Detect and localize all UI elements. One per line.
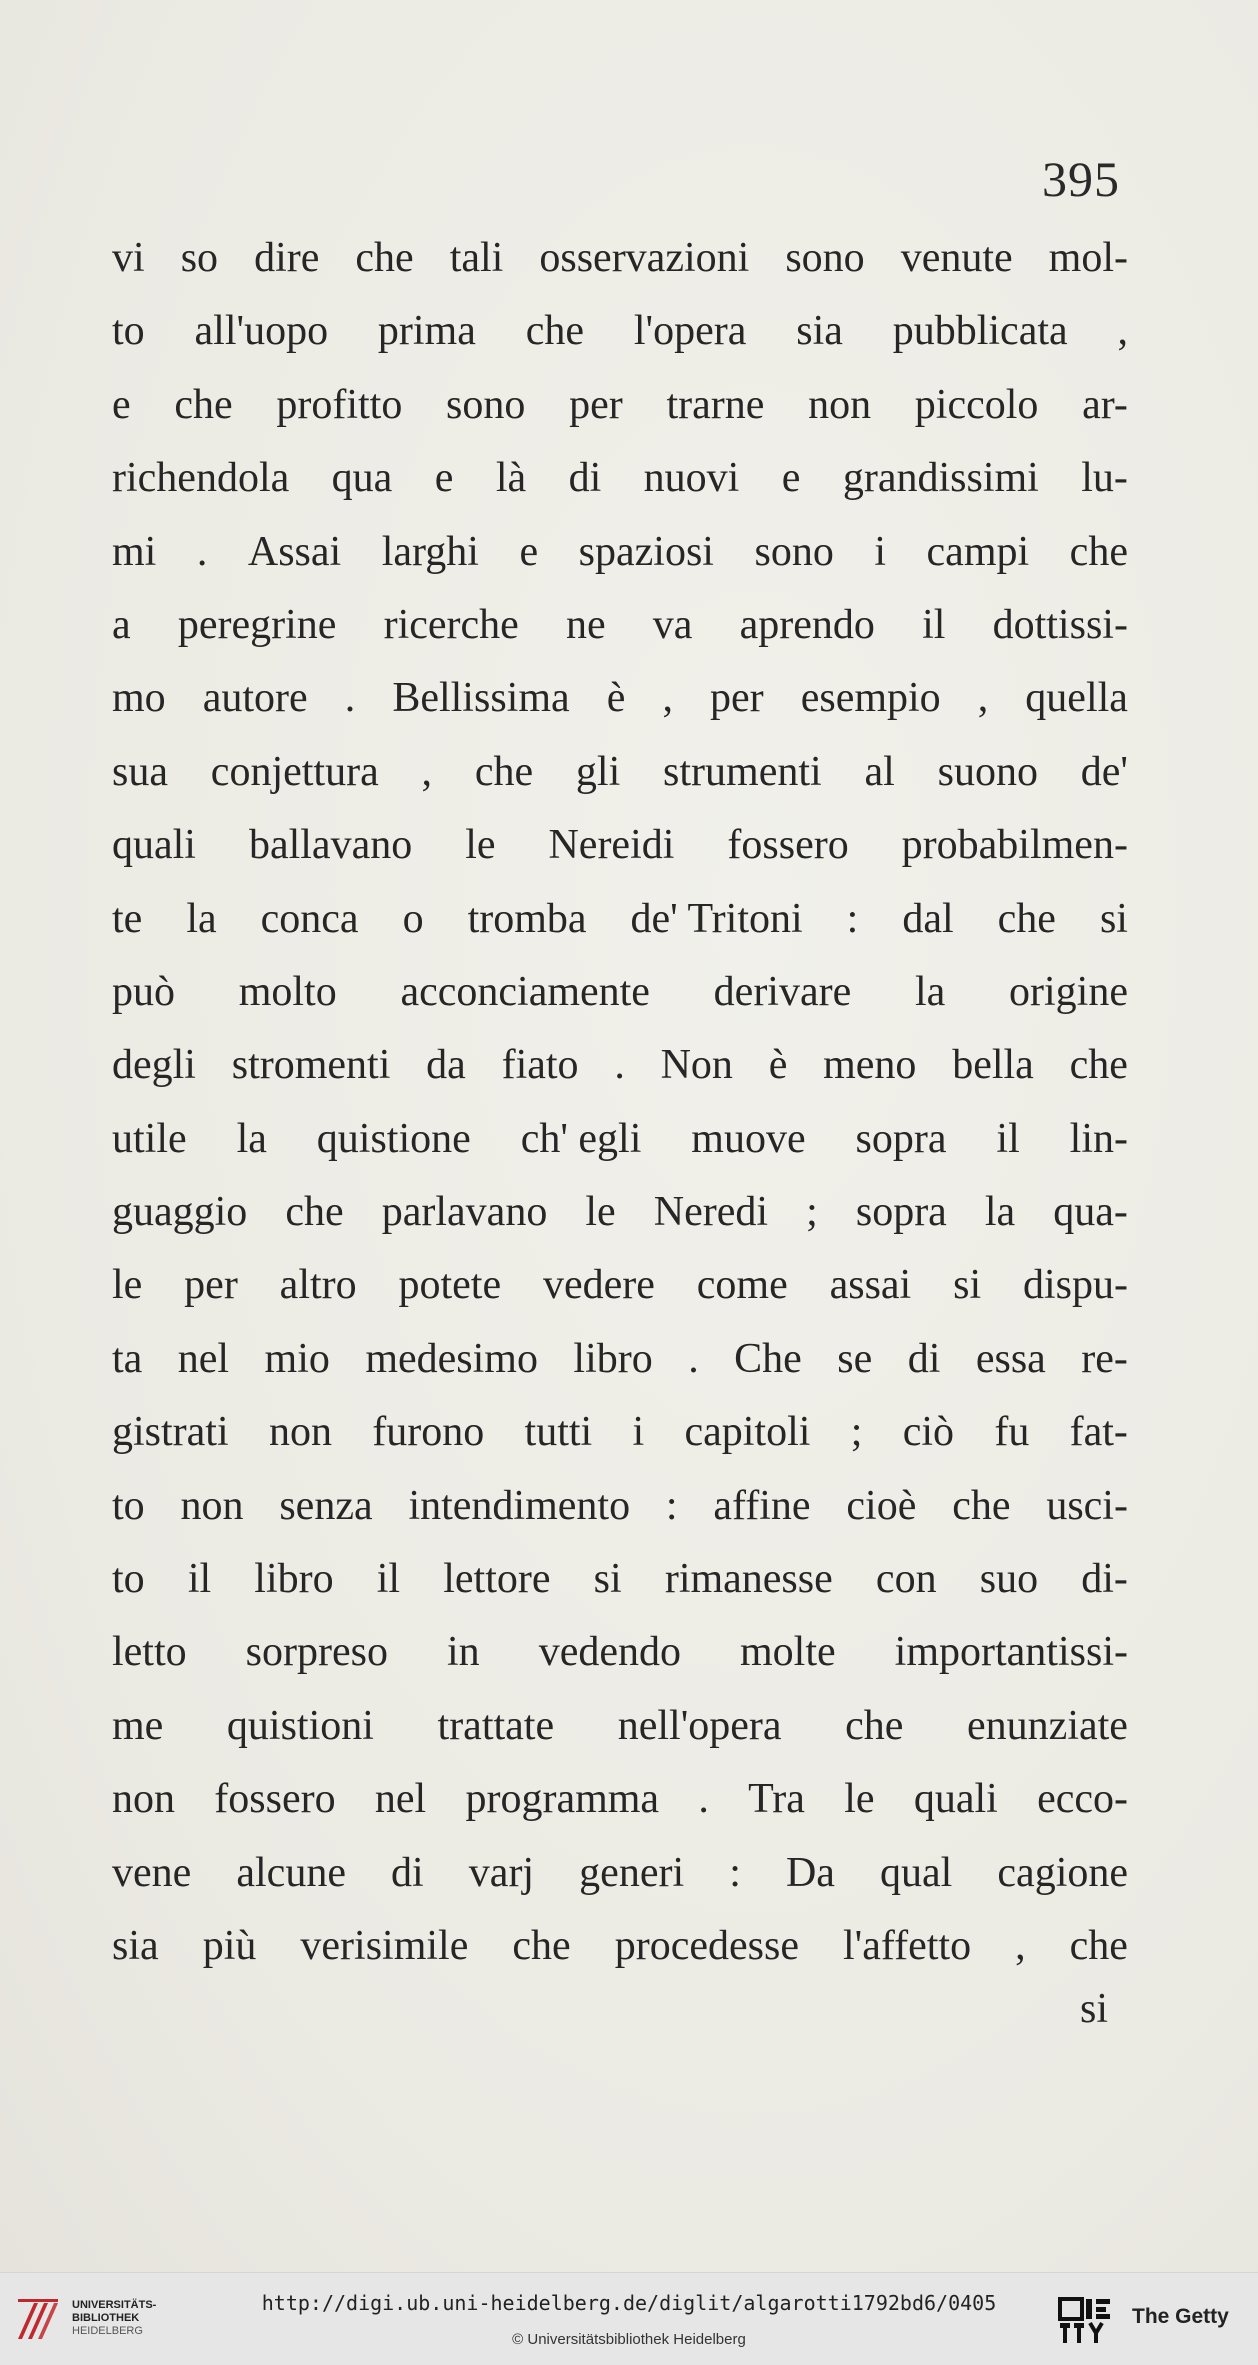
word: l'opera — [633, 308, 747, 355]
getty-label: The Getty — [1132, 2305, 1229, 2328]
body-text — [112, 222, 1128, 1983]
text-line — [112, 1837, 1128, 1910]
word: si — [953, 1262, 982, 1309]
word: larghi — [381, 528, 479, 575]
word: per — [710, 675, 764, 722]
word: de' — [1080, 748, 1128, 795]
word: qua- — [1053, 1189, 1128, 1236]
word: senza — [279, 1482, 373, 1529]
word: vedere — [542, 1262, 655, 1309]
word: furono — [372, 1409, 485, 1456]
word: ar- — [1082, 381, 1128, 428]
word: aprendo — [739, 601, 875, 648]
word: e — [112, 381, 131, 428]
word: quali — [913, 1776, 998, 1823]
page-number: 395 — [1042, 151, 1120, 207]
word: alcune — [236, 1849, 346, 1896]
word: , — [421, 748, 433, 795]
text-line — [112, 736, 1128, 809]
word: nell'opera — [617, 1702, 782, 1749]
catchword: si — [1079, 1986, 1108, 2032]
word: che — [1069, 528, 1128, 575]
word: le — [465, 822, 496, 869]
word: le — [112, 1262, 143, 1309]
word: di — [391, 1849, 424, 1896]
word: letto — [112, 1629, 187, 1676]
word: molte — [740, 1629, 836, 1676]
word: ciò — [902, 1409, 955, 1456]
word: cioè — [846, 1482, 917, 1529]
word: acconciamente — [400, 968, 650, 1015]
word: enunziate — [967, 1702, 1128, 1749]
word: le — [844, 1776, 875, 1823]
word: . — [196, 528, 208, 575]
word: grandissimi — [842, 455, 1039, 502]
word: dispu- — [1022, 1262, 1128, 1309]
word: trattate — [437, 1702, 555, 1749]
word: to — [112, 308, 145, 355]
word: sua — [112, 748, 168, 795]
text-line — [112, 369, 1128, 442]
word: qual — [880, 1849, 953, 1896]
text-line — [112, 516, 1128, 589]
word: sopra — [855, 1189, 947, 1236]
word: dal — [902, 895, 954, 942]
word: per — [569, 381, 623, 428]
text-line — [112, 1763, 1128, 1836]
word: che — [1069, 1922, 1128, 1969]
text-line — [112, 1396, 1128, 1469]
word: Nereidi — [548, 822, 675, 869]
word: all'uopo — [194, 308, 329, 355]
text-line — [112, 1690, 1128, 1763]
word: verisimile — [300, 1922, 469, 1969]
word: il — [187, 1556, 212, 1603]
word: , — [1015, 1922, 1026, 1969]
word: : — [846, 895, 859, 942]
word: tali — [449, 235, 504, 281]
word: rimanesse — [664, 1556, 833, 1603]
word: , — [662, 675, 673, 722]
word: che — [512, 1922, 571, 1969]
word: con — [875, 1556, 937, 1603]
word: lettore — [443, 1556, 551, 1603]
word: suo — [979, 1556, 1039, 1603]
word: tromba — [467, 895, 587, 942]
word: il — [996, 1115, 1020, 1162]
word: mio — [264, 1335, 330, 1382]
word: non — [808, 381, 872, 428]
word: quella — [1025, 675, 1128, 722]
word: programma — [465, 1776, 660, 1823]
text-line — [112, 1029, 1128, 1102]
viewer-footer — [0, 2272, 1258, 2365]
word: non — [180, 1482, 244, 1529]
word: stromenti — [231, 1042, 391, 1089]
word: osservazioni — [539, 235, 750, 281]
text-line — [112, 1249, 1128, 1322]
word: i — [874, 528, 887, 575]
word: , — [1117, 308, 1128, 355]
word: libro — [254, 1556, 334, 1603]
word: venute — [900, 235, 1013, 281]
word: per — [184, 1262, 238, 1309]
word: quistione — [316, 1115, 471, 1162]
word: campi — [926, 528, 1030, 575]
word: che — [174, 381, 233, 428]
word: vedendo — [538, 1629, 681, 1676]
word: non — [268, 1409, 332, 1456]
word: l'affetto — [843, 1922, 972, 1969]
word: ; — [806, 1189, 818, 1236]
word: cagione — [997, 1849, 1128, 1896]
word: mol- — [1048, 235, 1128, 281]
text-line — [112, 222, 1128, 295]
word: vene — [112, 1849, 192, 1896]
word: de' Tritoni — [630, 895, 803, 942]
word: gistrati — [112, 1409, 229, 1456]
word: sono — [785, 235, 865, 281]
text-line — [112, 1470, 1128, 1543]
word: come — [696, 1262, 788, 1309]
word: potete — [398, 1262, 502, 1309]
word: Che — [734, 1335, 802, 1382]
word: quistioni — [226, 1702, 374, 1749]
word: strumenti — [663, 748, 822, 795]
word: la — [236, 1115, 267, 1162]
getty-logo-icon — [1058, 2297, 1112, 2345]
word: procedesse — [614, 1922, 799, 1969]
word: so — [180, 235, 219, 281]
word: essa — [975, 1335, 1046, 1382]
word: sono — [754, 528, 834, 575]
word: la — [914, 968, 946, 1015]
word: che — [952, 1482, 1011, 1529]
word: ballavano — [248, 822, 413, 869]
word: lu- — [1081, 455, 1128, 502]
copyright-notice: © Universitätsbibliothek Heidelberg — [512, 2331, 746, 2348]
word: Non — [660, 1042, 733, 1089]
word: si — [1099, 895, 1128, 942]
text-line — [112, 809, 1128, 882]
text-line — [112, 1616, 1128, 1689]
word: : — [665, 1482, 678, 1529]
text-line — [112, 662, 1128, 735]
word: più — [202, 1922, 257, 1969]
word: spaziosi — [578, 528, 714, 575]
word: prima — [377, 308, 476, 355]
word: ch' egli — [520, 1115, 642, 1162]
word: piccolo — [914, 381, 1039, 428]
word: quali — [112, 822, 196, 869]
word: ecco- — [1037, 1776, 1128, 1823]
word: . — [698, 1776, 709, 1823]
word: parlavano — [381, 1189, 548, 1236]
word: e — [434, 455, 454, 502]
word: fossero — [727, 822, 849, 869]
word: sia — [112, 1922, 159, 1969]
word: intendimento — [408, 1482, 631, 1529]
word: altro — [279, 1262, 357, 1309]
word: che — [285, 1189, 344, 1236]
word: va — [652, 601, 693, 648]
word: autore — [202, 675, 308, 722]
word: . — [614, 1042, 625, 1089]
word: fiato — [501, 1042, 579, 1089]
word: utile — [112, 1115, 187, 1162]
word: trarne — [666, 381, 765, 428]
word: che — [997, 895, 1056, 942]
word: , — [977, 675, 989, 722]
word: guaggio — [112, 1189, 248, 1236]
word: bella — [952, 1042, 1034, 1089]
text-line — [112, 295, 1128, 368]
word: la — [984, 1189, 1016, 1236]
word: assai — [829, 1262, 912, 1309]
word: che — [525, 308, 585, 355]
word: . — [344, 675, 356, 722]
word: medesimo — [365, 1335, 538, 1382]
word: gli — [575, 748, 621, 795]
word: non — [112, 1776, 175, 1823]
word: fat- — [1069, 1409, 1128, 1456]
word: mi — [112, 528, 157, 575]
word: dottissi- — [992, 601, 1128, 648]
word: sorpreso — [245, 1629, 388, 1676]
word: conca — [260, 895, 359, 942]
word: Assai — [247, 528, 342, 575]
word: fu — [994, 1409, 1030, 1456]
word: in — [447, 1629, 480, 1676]
word: Bellissima — [392, 675, 570, 722]
word: dire — [254, 235, 320, 281]
word: al — [864, 748, 895, 795]
word: importantissi- — [894, 1629, 1128, 1676]
word: to — [112, 1482, 145, 1529]
word: esempio — [800, 675, 941, 722]
word: varj — [468, 1849, 535, 1896]
word: molto — [238, 968, 337, 1015]
university-library-name: UNIVERSITÄTS- BIBLIOTHEK HEIDELBERG — [72, 2299, 157, 2337]
word: Tra — [748, 1776, 805, 1823]
word: : — [729, 1849, 741, 1896]
word: profitto — [276, 381, 403, 428]
word: nel — [177, 1335, 230, 1382]
word: origine — [1009, 968, 1128, 1015]
word: se — [837, 1335, 873, 1382]
word: meno — [823, 1042, 917, 1089]
word: ne — [565, 601, 606, 648]
word: là — [495, 455, 527, 502]
word: muove — [691, 1115, 806, 1162]
word: si — [593, 1556, 622, 1603]
word: il — [376, 1556, 401, 1603]
word: può — [112, 968, 175, 1015]
word: probabilmen- — [901, 822, 1128, 869]
word: e — [781, 455, 801, 502]
word: Da — [785, 1849, 835, 1896]
word: ta — [112, 1335, 143, 1382]
word: e — [519, 528, 539, 575]
word: sia — [796, 308, 843, 355]
word: è — [768, 1042, 788, 1089]
word: generi — [579, 1849, 685, 1896]
text-line — [112, 1103, 1128, 1176]
word: usci- — [1046, 1482, 1128, 1529]
word: lin- — [1069, 1115, 1128, 1162]
word: capitoli — [684, 1409, 811, 1456]
word: vi — [112, 235, 145, 281]
word: di — [568, 455, 602, 502]
word: è — [606, 675, 626, 722]
word: degli — [112, 1042, 196, 1089]
word: pubblicata — [892, 308, 1068, 355]
word: nuovi — [643, 455, 740, 502]
word: a — [112, 601, 131, 648]
word: di — [907, 1335, 941, 1382]
permalink-url[interactable]: http://digi.ub.uni-heidelberg.de/diglit/algarotti1792bd6/0405 — [261, 2291, 997, 2315]
word: che — [474, 748, 534, 795]
text-line — [112, 442, 1128, 515]
text-line — [112, 1176, 1128, 1249]
word: sono — [446, 381, 526, 428]
word: to — [112, 1556, 145, 1603]
word: re- — [1081, 1335, 1128, 1382]
word: la — [186, 895, 217, 942]
word: suono — [937, 748, 1038, 795]
word: ricerche — [383, 601, 519, 648]
word: ; — [850, 1409, 863, 1456]
word: le — [585, 1189, 616, 1236]
word: da — [426, 1042, 466, 1089]
word: derivare — [713, 968, 852, 1015]
text-line — [112, 956, 1128, 1029]
word: conjettura — [210, 748, 379, 795]
word: affine — [713, 1482, 811, 1529]
text-line — [112, 589, 1128, 662]
text-line — [112, 1910, 1128, 1983]
word: te — [112, 895, 143, 942]
word: . — [688, 1335, 699, 1382]
word: nel — [374, 1776, 427, 1823]
word: fossero — [214, 1776, 336, 1823]
word: o — [402, 895, 424, 942]
text-line — [112, 1323, 1128, 1396]
word: i — [632, 1409, 645, 1456]
word: peregrine — [177, 601, 337, 648]
word: Neredi — [653, 1189, 769, 1236]
word: mo — [112, 675, 166, 722]
word: sopra — [855, 1115, 947, 1162]
text-line — [112, 1543, 1128, 1616]
word: che — [1069, 1042, 1128, 1089]
word: richendola — [112, 455, 290, 502]
word: che — [845, 1702, 904, 1749]
text-line — [112, 883, 1128, 956]
word: che — [355, 235, 414, 281]
word: libro — [573, 1335, 653, 1382]
word: tutti — [524, 1409, 593, 1456]
word: di- — [1081, 1556, 1128, 1603]
word: qua — [331, 455, 393, 502]
word: me — [112, 1702, 164, 1749]
word: il — [922, 601, 946, 648]
